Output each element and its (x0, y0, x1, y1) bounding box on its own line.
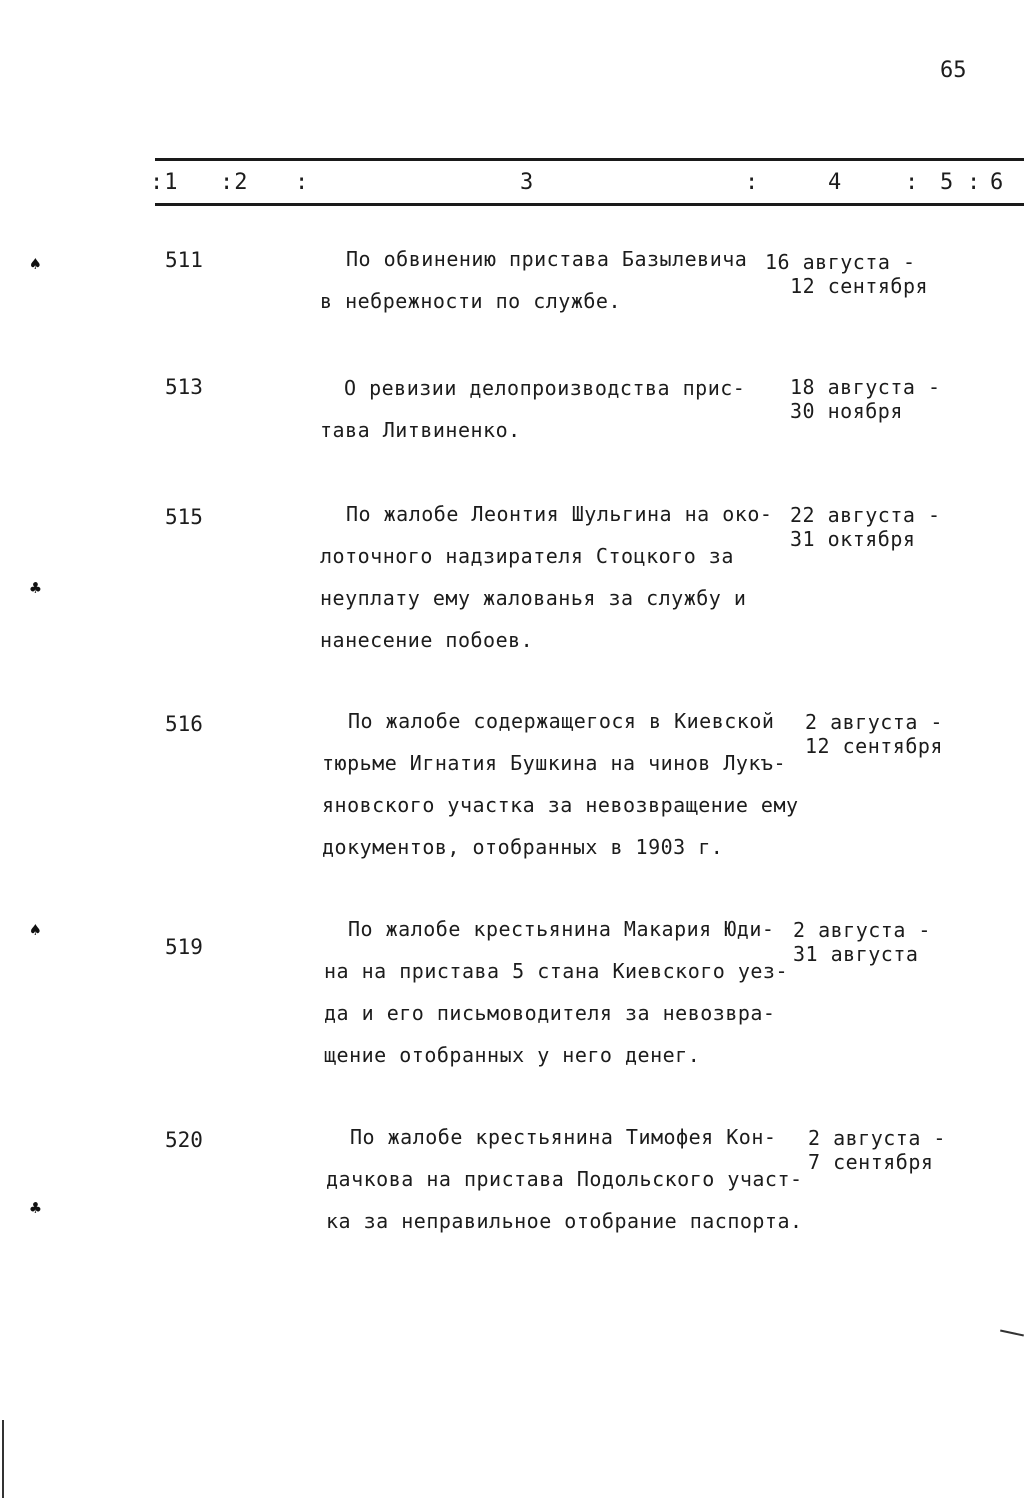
header-rule-bottom (155, 203, 1024, 206)
page-number: 65 (940, 58, 967, 83)
column-separator: : (967, 170, 982, 195)
column-header-2: :2 (220, 170, 249, 195)
column-header-3: 3 (520, 170, 535, 195)
column-header-6: 6 (990, 170, 1005, 195)
binding-mark: ♠ (30, 920, 41, 941)
entry-date: 2 августа - 7 сентября (808, 1126, 946, 1174)
column-header-4: 4 (828, 170, 843, 195)
entry-number: 515 (165, 505, 203, 529)
entry-text: По жалобе крестьянина Макария Юди- на на пристава 5 стана Киевского уез- да и его письмоводителя за невозвра- щение отобранных у него денег. (324, 917, 789, 1067)
entry-text: По жалобе содержащегося в Киевской тюрьме Игнатия Бушкина на чинов Лукъ- яновского участка за невозвращение ему документов, отобранных в 1903 г. (322, 709, 799, 859)
scan-artifact (2, 1420, 4, 1498)
entry-date: 2 августа - 31 августа (793, 918, 931, 966)
entry-text: По жалобе Леонтия Шульгина на око- лоточного надзирателя Стоцкого за неуплату ему жалованья за службу и нанесение побоев. (320, 502, 773, 652)
binding-mark: ♣ (30, 1198, 41, 1219)
header-rule-top (155, 158, 1024, 161)
binding-mark: ♣ (30, 578, 41, 599)
column-separator: : (295, 170, 310, 195)
entry-text: По жалобе крестьянина Тимофея Кон- дачкова на пристава Подольского участ- ка за неправильное отобрание паспорта. (326, 1125, 803, 1233)
entry-text: По обвинению пристава Базылевича в небрежности по службе. (320, 247, 748, 313)
binding-mark: ♠ (30, 254, 41, 275)
entry-text: О ревизии делопроизводства прис- тава Литвиненко. (320, 376, 746, 442)
scan-artifact (1000, 1330, 1024, 1337)
entry-date: 22 августа - 31 октября (790, 503, 941, 551)
column-separator: : (745, 170, 760, 195)
entry-number: 511 (165, 248, 203, 272)
column-separator: : (905, 170, 920, 195)
entry-date: 2 августа - 12 сентября (805, 710, 943, 758)
entry-date: 16 августа - 12 сентября (765, 250, 929, 298)
column-header-5: 5 (940, 170, 955, 195)
entry-number: 520 (165, 1128, 203, 1152)
column-header-1: :1 (150, 170, 179, 195)
entry-number: 519 (165, 935, 203, 959)
entry-date: 18 августа - 30 ноября (790, 375, 941, 423)
entry-number: 513 (165, 375, 203, 399)
entry-number: 516 (165, 712, 203, 736)
